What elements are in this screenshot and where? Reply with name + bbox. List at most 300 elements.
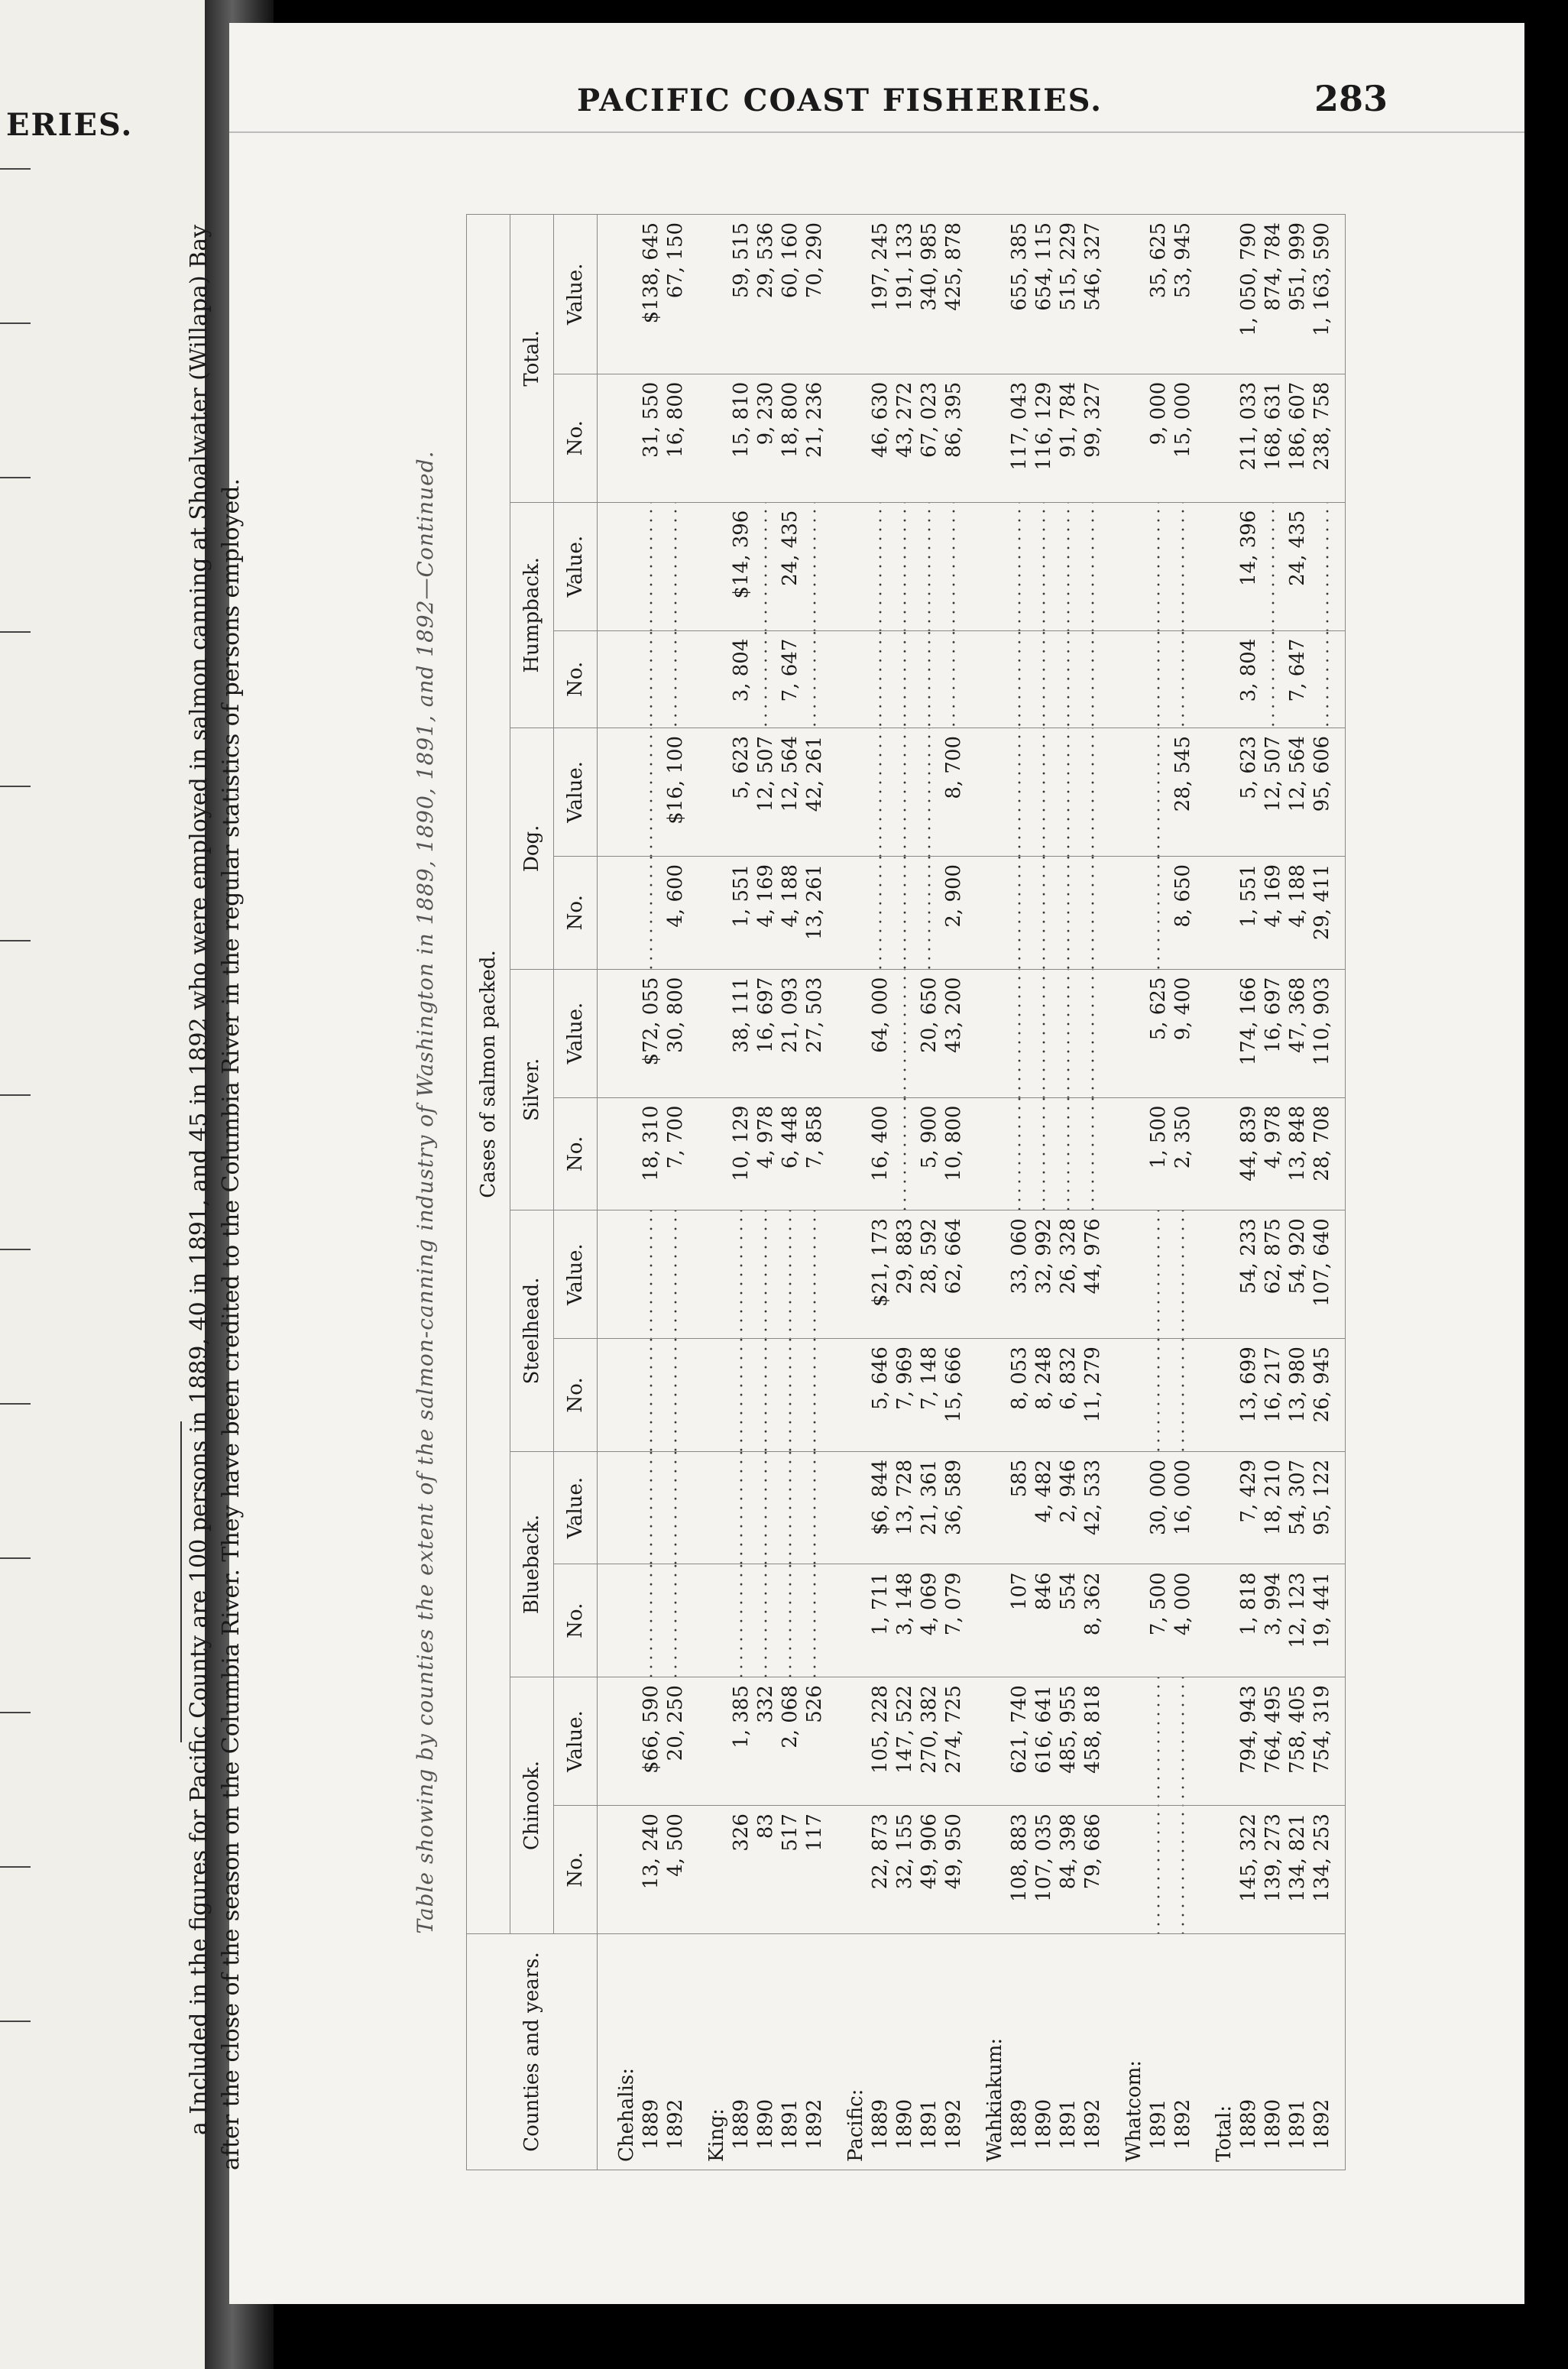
value-cell: 67, 150: [663, 215, 688, 374]
blank-dotted-cell: [917, 502, 941, 630]
value-cell: 29, 536: [753, 215, 778, 374]
value-cell: 13, 261: [802, 856, 827, 969]
blank-dotted-cell: [778, 1210, 802, 1339]
value-cell: 15, 810: [729, 374, 753, 502]
value-cell: 4, 978: [753, 1097, 778, 1210]
value-cell: 8, 650: [1171, 856, 1195, 969]
value-cell: 546, 327: [1080, 215, 1105, 374]
header-species-0: Chinook.: [510, 1677, 554, 1934]
blank-dotted-cell: [1146, 1339, 1171, 1452]
value-cell: $6, 844: [868, 1451, 893, 1564]
value-cell: 3, 804: [1236, 630, 1261, 728]
value-cell: 29, 411: [1310, 856, 1346, 969]
blank-dotted-cell: [1032, 1097, 1056, 1210]
blank-dotted-cell: [663, 1451, 688, 1564]
value-cell: $72, 055: [639, 969, 663, 1097]
header-no: No.: [554, 856, 598, 969]
blank-dotted-cell: [802, 630, 827, 728]
empty-cell: [688, 1806, 729, 1934]
empty-cell: [598, 728, 640, 856]
year-cell: 1892: [1171, 1934, 1195, 2170]
empty-cell: [1195, 374, 1236, 502]
value-cell: 134, 253: [1310, 1806, 1346, 1934]
value-cell: 1, 711: [868, 1564, 893, 1677]
value-cell: 31, 550: [639, 374, 663, 502]
blank-dotted-cell: [868, 502, 893, 630]
value-cell: $16, 100: [663, 728, 688, 856]
empty-cell: [966, 1339, 1007, 1452]
header-row-species: [510, 215, 554, 2170]
value-cell: 1, 050, 790: [1236, 215, 1261, 374]
value-cell: 13, 728: [893, 1451, 917, 1564]
empty-cell: [1105, 1451, 1146, 1564]
value-cell: 21, 093: [778, 969, 802, 1097]
value-cell: 13, 240: [639, 1806, 663, 1934]
value-cell: 15, 000: [1171, 374, 1195, 502]
table-row: [868, 215, 893, 2170]
header-value: Value.: [554, 1677, 598, 1806]
salmon-canning-table: [466, 214, 1346, 2170]
value-cell: 43, 272: [893, 374, 917, 502]
value-cell: 238, 758: [1310, 374, 1346, 502]
header-no: No.: [554, 374, 598, 502]
blank-dotted-cell: [663, 1564, 688, 1677]
value-cell: 12, 564: [778, 728, 802, 856]
value-cell: 554: [1056, 1564, 1080, 1677]
table-row: [1007, 215, 1032, 2170]
value-cell: 2, 946: [1056, 1451, 1080, 1564]
blank-dotted-cell: [1056, 1097, 1080, 1210]
value-cell: 274, 725: [941, 1677, 966, 1806]
header-no: No.: [554, 1339, 598, 1452]
empty-cell: [598, 215, 640, 374]
value-cell: 874, 784: [1261, 215, 1285, 374]
blank-dotted-cell: [639, 1339, 663, 1452]
empty-cell: [1195, 1210, 1236, 1339]
value-cell: 24, 435: [778, 502, 802, 630]
empty-cell: [598, 1677, 640, 1806]
empty-cell: [1195, 630, 1236, 728]
value-cell: 15, 666: [941, 1339, 966, 1452]
value-cell: 105, 228: [868, 1677, 893, 1806]
year-cell: 1892: [1310, 1934, 1346, 2170]
value-cell: 54, 920: [1285, 1210, 1310, 1339]
empty-cell: [827, 215, 868, 374]
empty-cell: [1195, 1677, 1236, 1806]
empty-cell: [1105, 1564, 1146, 1677]
year-cell: 1891: [917, 1934, 941, 2170]
value-cell: 9, 000: [1146, 374, 1171, 502]
value-cell: 110, 903: [1310, 969, 1346, 1097]
value-cell: 6, 448: [778, 1097, 802, 1210]
value-cell: 44, 839: [1236, 1097, 1261, 1210]
table-row: [1285, 215, 1310, 2170]
empty-cell: [1195, 856, 1236, 969]
empty-cell: [688, 215, 729, 374]
empty-cell: [966, 1210, 1007, 1339]
value-cell: 62, 875: [1261, 1210, 1285, 1339]
blank-dotted-cell: [893, 630, 917, 728]
value-cell: $66, 590: [639, 1677, 663, 1806]
blank-dotted-cell: [1146, 1210, 1171, 1339]
empty-cell: [966, 1677, 1007, 1806]
value-cell: 16, 697: [753, 969, 778, 1097]
blank-dotted-cell: [941, 630, 966, 728]
value-cell: 145, 322: [1236, 1806, 1261, 1934]
table-row: [1236, 215, 1261, 2170]
value-cell: 20, 250: [663, 1677, 688, 1806]
previous-page-running-head: ERIES.: [6, 107, 134, 143]
value-cell: 1, 385: [729, 1677, 753, 1806]
blank-dotted-cell: [893, 856, 917, 969]
blank-dotted-cell: [1146, 1677, 1171, 1806]
value-cell: 4, 482: [1032, 1451, 1056, 1564]
empty-cell: [1105, 1677, 1146, 1806]
blank-dotted-cell: [1056, 728, 1080, 856]
empty-cell: [1105, 215, 1146, 374]
blank-dotted-cell: [1146, 856, 1171, 969]
blank-dotted-cell: [1080, 502, 1105, 630]
year-cell: 1889: [1007, 1934, 1032, 2170]
value-cell: 4, 000: [1171, 1564, 1195, 1677]
blank-dotted-cell: [663, 1210, 688, 1339]
value-cell: 12, 507: [1261, 728, 1285, 856]
value-cell: 49, 906: [917, 1806, 941, 1934]
header-rule: [229, 131, 1524, 133]
value-cell: 425, 878: [941, 215, 966, 374]
county-label: Pacific:: [827, 1934, 868, 2170]
value-cell: 526: [802, 1677, 827, 1806]
value-cell: 485, 955: [1056, 1677, 1080, 1806]
value-cell: 12, 564: [1285, 728, 1310, 856]
blank-dotted-cell: [639, 1451, 663, 1564]
value-cell: 2, 068: [778, 1677, 802, 1806]
year-cell: 1891: [778, 1934, 802, 2170]
header-value: Value.: [554, 215, 598, 374]
blank-dotted-cell: [893, 1097, 917, 1210]
value-cell: 18, 310: [639, 1097, 663, 1210]
blank-dotted-cell: [663, 1339, 688, 1452]
value-cell: 3, 994: [1261, 1564, 1285, 1677]
empty-cell: [598, 374, 640, 502]
empty-cell: [966, 630, 1007, 728]
empty-cell: [598, 1564, 640, 1677]
blank-dotted-cell: [1310, 502, 1346, 630]
empty-cell: [1195, 1451, 1236, 1564]
blank-dotted-cell: [1007, 502, 1032, 630]
table-row: [802, 215, 827, 2170]
empty-cell: [1105, 1806, 1146, 1934]
header-no: No.: [554, 1097, 598, 1210]
value-cell: 117, 043: [1007, 374, 1032, 502]
header-counties-and-years: Counties and years.: [467, 1934, 598, 2170]
year-cell: 1891: [1056, 1934, 1080, 2170]
empty-cell: [827, 969, 868, 1097]
value-cell: 4, 188: [1285, 856, 1310, 969]
table-body: [598, 215, 1346, 2170]
blank-dotted-cell: [802, 502, 827, 630]
value-cell: 79, 686: [1080, 1806, 1105, 1934]
value-cell: $138, 645: [639, 215, 663, 374]
value-cell: 95, 606: [1310, 728, 1346, 856]
value-cell: 270, 382: [917, 1677, 941, 1806]
header-species-4: Dog.: [510, 728, 554, 969]
blank-dotted-cell: [868, 856, 893, 969]
blank-dotted-cell: [1146, 630, 1171, 728]
empty-cell: [966, 1564, 1007, 1677]
value-cell: 107: [1007, 1564, 1032, 1677]
table-row: [1080, 215, 1105, 2170]
document-page: [186, 23, 1524, 2304]
value-cell: 53, 945: [1171, 215, 1195, 374]
table-row: [1171, 215, 1195, 2170]
header-value: Value.: [554, 728, 598, 856]
value-cell: 26, 945: [1310, 1339, 1346, 1452]
header-row-cases: [467, 215, 510, 2170]
empty-cell: [1105, 969, 1146, 1097]
table-row: [941, 215, 966, 2170]
value-cell: 30, 800: [663, 969, 688, 1097]
blank-dotted-cell: [639, 630, 663, 728]
empty-cell: [827, 1210, 868, 1339]
empty-cell: [827, 502, 868, 630]
value-cell: 18, 800: [778, 374, 802, 502]
blank-dotted-cell: [1032, 969, 1056, 1097]
header-species-5: Humpback.: [510, 502, 554, 728]
header-no: No.: [554, 1806, 598, 1934]
value-cell: 43, 200: [941, 969, 966, 1097]
previous-page-rule: [180, 1421, 182, 1742]
value-cell: 654, 115: [1032, 215, 1056, 374]
empty-cell: [688, 374, 729, 502]
blank-dotted-cell: [1171, 630, 1195, 728]
empty-cell: [966, 374, 1007, 502]
value-cell: 20, 650: [917, 969, 941, 1097]
value-cell: 7, 647: [778, 630, 802, 728]
value-cell: 28, 592: [917, 1210, 941, 1339]
value-cell: 8, 700: [941, 728, 966, 856]
header-value: Value.: [554, 1210, 598, 1339]
table-row: [639, 215, 663, 2170]
table-row: [663, 215, 688, 2170]
empty-cell: [966, 502, 1007, 630]
value-cell: 4, 188: [778, 856, 802, 969]
blank-dotted-cell: [729, 1564, 753, 1677]
value-cell: 30, 000: [1146, 1451, 1171, 1564]
blank-dotted-cell: [1056, 969, 1080, 1097]
value-cell: 4, 069: [917, 1564, 941, 1677]
value-cell: 326: [729, 1806, 753, 1934]
empty-cell: [827, 728, 868, 856]
blank-dotted-cell: [893, 728, 917, 856]
blank-dotted-cell: [1146, 502, 1171, 630]
value-cell: 13, 699: [1236, 1339, 1261, 1452]
blank-dotted-cell: [753, 1339, 778, 1452]
value-cell: 38, 111: [729, 969, 753, 1097]
value-cell: 91, 784: [1056, 374, 1080, 502]
value-cell: 83: [753, 1806, 778, 1934]
empty-cell: [598, 856, 640, 969]
year-cell: 1892: [802, 1934, 827, 2170]
value-cell: 517: [778, 1806, 802, 1934]
value-cell: 3, 148: [893, 1564, 917, 1677]
value-cell: 621, 740: [1007, 1677, 1032, 1806]
value-cell: 54, 233: [1236, 1210, 1261, 1339]
empty-cell: [1195, 502, 1236, 630]
blank-dotted-cell: [1146, 728, 1171, 856]
empty-cell: [688, 728, 729, 856]
empty-cell: [966, 969, 1007, 1097]
value-cell: 1, 163, 590: [1310, 215, 1346, 374]
blank-dotted-cell: [868, 630, 893, 728]
header-no: No.: [554, 1564, 598, 1677]
blank-dotted-cell: [917, 856, 941, 969]
county-row-whatcom: [1105, 215, 1146, 2170]
year-cell: 1890: [1261, 1934, 1285, 2170]
value-cell: 2, 350: [1171, 1097, 1195, 1210]
value-cell: 32, 155: [893, 1806, 917, 1934]
empty-cell: [688, 856, 729, 969]
value-cell: 585: [1007, 1451, 1032, 1564]
county-row-king: [688, 215, 729, 2170]
value-cell: 5, 900: [917, 1097, 941, 1210]
blank-dotted-cell: [1007, 969, 1032, 1097]
blank-dotted-cell: [778, 1339, 802, 1452]
empty-cell: [827, 856, 868, 969]
blank-dotted-cell: [1171, 1806, 1195, 1934]
empty-cell: [598, 502, 640, 630]
empty-cell: [688, 502, 729, 630]
empty-cell: [598, 1339, 640, 1452]
value-cell: $14, 396: [729, 502, 753, 630]
table-row: [753, 215, 778, 2170]
running-head: PACIFIC COAST FISHERIES.: [577, 83, 1103, 118]
table-row: [1146, 215, 1171, 2170]
empty-cell: [1105, 502, 1146, 630]
value-cell: 18, 210: [1261, 1451, 1285, 1564]
value-cell: $21, 173: [868, 1210, 893, 1339]
empty-cell: [827, 1451, 868, 1564]
value-cell: 16, 217: [1261, 1339, 1285, 1452]
value-cell: 8, 362: [1080, 1564, 1105, 1677]
value-cell: 60, 160: [778, 215, 802, 374]
blank-dotted-cell: [802, 1210, 827, 1339]
value-cell: 13, 980: [1285, 1339, 1310, 1452]
empty-cell: [827, 1564, 868, 1677]
blank-dotted-cell: [1080, 1097, 1105, 1210]
value-cell: 655, 385: [1007, 215, 1032, 374]
blank-dotted-cell: [802, 1451, 827, 1564]
value-cell: 4, 500: [663, 1806, 688, 1934]
value-cell: 10, 129: [729, 1097, 753, 1210]
blank-dotted-cell: [1261, 630, 1285, 728]
value-cell: 458, 818: [1080, 1677, 1105, 1806]
value-cell: 9, 230: [753, 374, 778, 502]
value-cell: 29, 883: [893, 1210, 917, 1339]
year-cell: 1892: [663, 1934, 688, 2170]
county-row-chehalis: [598, 215, 640, 2170]
value-cell: 84, 398: [1056, 1806, 1080, 1934]
value-cell: 8, 053: [1007, 1339, 1032, 1452]
value-cell: 1, 818: [1236, 1564, 1261, 1677]
empty-cell: [827, 1677, 868, 1806]
rotated-table-block: [183, 214, 1333, 2170]
value-cell: 168, 631: [1261, 374, 1285, 502]
value-cell: 59, 515: [729, 215, 753, 374]
footnote: a Included in the figures for Pacific County are 100 persons in 1889, 40 in 1891, and 45 in 1892 who were employed in salmon canning at Shoalwater (Willapa) Bay after the close of the season on the Columbia River. They have been credited to the Columbia River in the regular statistics of persons employed.: [186, 224, 245, 2170]
value-cell: 7, 500: [1146, 1564, 1171, 1677]
value-cell: 16, 697: [1261, 969, 1285, 1097]
value-cell: 99, 327: [1080, 374, 1105, 502]
blank-dotted-cell: [893, 969, 917, 1097]
value-cell: 36, 589: [941, 1451, 966, 1564]
blank-dotted-cell: [1007, 856, 1032, 969]
value-cell: 7, 969: [893, 1339, 917, 1452]
table-row: [1056, 215, 1080, 2170]
value-cell: 24, 435: [1285, 502, 1310, 630]
empty-cell: [1105, 856, 1146, 969]
blank-dotted-cell: [639, 502, 663, 630]
county-label: Wahkiakum:: [966, 1934, 1007, 2170]
empty-cell: [688, 1677, 729, 1806]
table-row: [1310, 215, 1346, 2170]
blank-dotted-cell: [1080, 969, 1105, 1097]
blank-dotted-cell: [663, 502, 688, 630]
empty-cell: [1195, 1806, 1236, 1934]
value-cell: 5, 625: [1146, 969, 1171, 1097]
value-cell: 191, 133: [893, 215, 917, 374]
value-cell: 21, 361: [917, 1451, 941, 1564]
value-cell: 16, 000: [1171, 1451, 1195, 1564]
year-cell: 1891: [1146, 1934, 1171, 2170]
value-cell: 794, 943: [1236, 1677, 1261, 1806]
value-cell: 340, 985: [917, 215, 941, 374]
blank-dotted-cell: [917, 630, 941, 728]
empty-cell: [1105, 1097, 1146, 1210]
value-cell: 33, 060: [1007, 1210, 1032, 1339]
blank-dotted-cell: [1171, 1677, 1195, 1806]
value-cell: 7, 858: [802, 1097, 827, 1210]
value-cell: 14, 396: [1236, 502, 1261, 630]
blank-dotted-cell: [1080, 728, 1105, 856]
value-cell: 42, 261: [802, 728, 827, 856]
previous-page-rules: [0, 168, 31, 2175]
value-cell: 174, 166: [1236, 969, 1261, 1097]
year-cell: 1889: [1236, 1934, 1261, 2170]
value-cell: 134, 821: [1285, 1806, 1310, 1934]
value-cell: 211, 033: [1236, 374, 1261, 502]
table-row: [893, 215, 917, 2170]
header-no: No.: [554, 630, 598, 728]
table-row: [1032, 215, 1056, 2170]
value-cell: 3, 804: [729, 630, 753, 728]
value-cell: 12, 123: [1285, 1564, 1310, 1677]
value-cell: 16, 400: [868, 1097, 893, 1210]
value-cell: 7, 429: [1236, 1451, 1261, 1564]
blank-dotted-cell: [1146, 1806, 1171, 1934]
year-cell: 1892: [1080, 1934, 1105, 2170]
header-cases-packed: Cases of salmon packed.: [467, 215, 510, 1934]
blank-dotted-cell: [729, 1210, 753, 1339]
value-cell: 4, 600: [663, 856, 688, 969]
blank-dotted-cell: [1310, 630, 1346, 728]
value-cell: 11, 279: [1080, 1339, 1105, 1452]
empty-cell: [966, 1451, 1007, 1564]
county-row-total: [1195, 215, 1236, 2170]
value-cell: 19, 441: [1310, 1564, 1346, 1677]
value-cell: 116, 129: [1032, 374, 1056, 502]
value-cell: 139, 273: [1261, 1806, 1285, 1934]
